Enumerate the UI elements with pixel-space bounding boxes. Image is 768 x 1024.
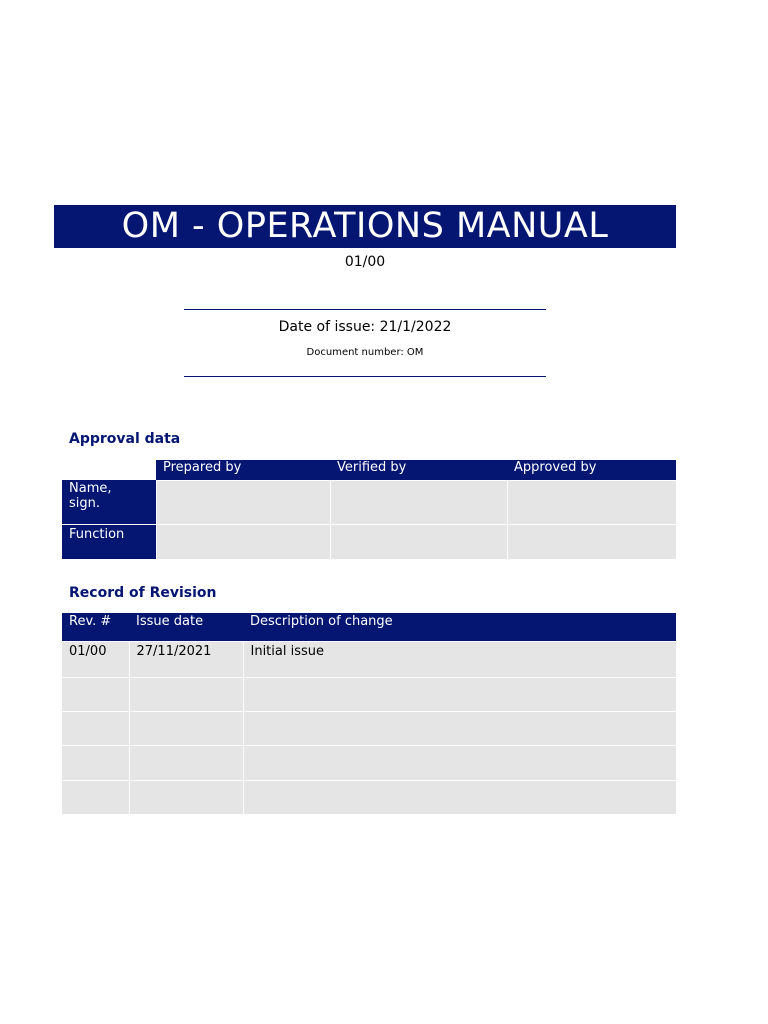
revision-table — [62, 613, 676, 814]
revision-date-cell — [129, 780, 243, 814]
approval-col-approved-by: Approved by — [507, 460, 676, 480]
approval-row-label-function: Function — [62, 524, 156, 559]
approval-row-name-sign — [62, 480, 676, 524]
table-row — [62, 745, 676, 780]
revision-col-description: Description of change — [243, 613, 676, 641]
approval-heading: Approval data — [69, 431, 181, 447]
approved-by-function-field[interactable] — [507, 524, 676, 559]
revision-rev-cell — [62, 677, 129, 711]
revision-date-cell — [129, 745, 243, 780]
table-row — [62, 711, 676, 745]
table-row — [62, 641, 676, 677]
approval-col-verified-by: Verified by — [330, 460, 507, 480]
top-divider — [184, 309, 546, 310]
document-title: OM - OPERATIONS MANUAL — [54, 205, 676, 248]
document-number: Document number: OM — [306, 347, 424, 358]
revision-header-row — [62, 613, 676, 641]
revision-date-cell — [129, 711, 243, 745]
revision-rev-cell — [62, 745, 129, 780]
table-row — [62, 677, 676, 711]
approval-col-prepared-by: Prepared by — [156, 460, 330, 480]
revision-date-cell: 27/11/2021 — [129, 641, 243, 677]
prepared-by-function-field[interactable] — [156, 524, 330, 559]
approval-row-label-name-sign: Name, sign. — [62, 480, 156, 524]
approval-header-row — [62, 460, 676, 480]
revision-description-cell — [243, 711, 676, 745]
revision-heading: Record of Revision — [69, 585, 217, 601]
approval-row-function — [62, 524, 676, 559]
prepared-by-name-field[interactable] — [156, 480, 330, 524]
bottom-divider — [184, 376, 546, 377]
revision-description-cell: Initial issue — [243, 641, 676, 677]
verified-by-function-field[interactable] — [330, 524, 507, 559]
table-row — [62, 780, 676, 814]
revision-description-cell — [243, 677, 676, 711]
revision-rev-cell — [62, 711, 129, 745]
revision-rev-cell: 01/00 — [62, 641, 129, 677]
revision-description-cell — [243, 780, 676, 814]
approval-table — [62, 460, 676, 559]
verified-by-name-field[interactable] — [330, 480, 507, 524]
document-version: 01/00 — [344, 254, 386, 270]
issue-date: Date of issue: 21/1/2022 — [278, 319, 452, 335]
approval-corner-cell — [62, 460, 156, 480]
revision-col-rev: Rev. # — [62, 613, 129, 641]
revision-description-cell — [243, 745, 676, 780]
revision-date-cell — [129, 677, 243, 711]
revision-col-issue-date: Issue date — [129, 613, 243, 641]
revision-rev-cell — [62, 780, 129, 814]
approved-by-name-field[interactable] — [507, 480, 676, 524]
